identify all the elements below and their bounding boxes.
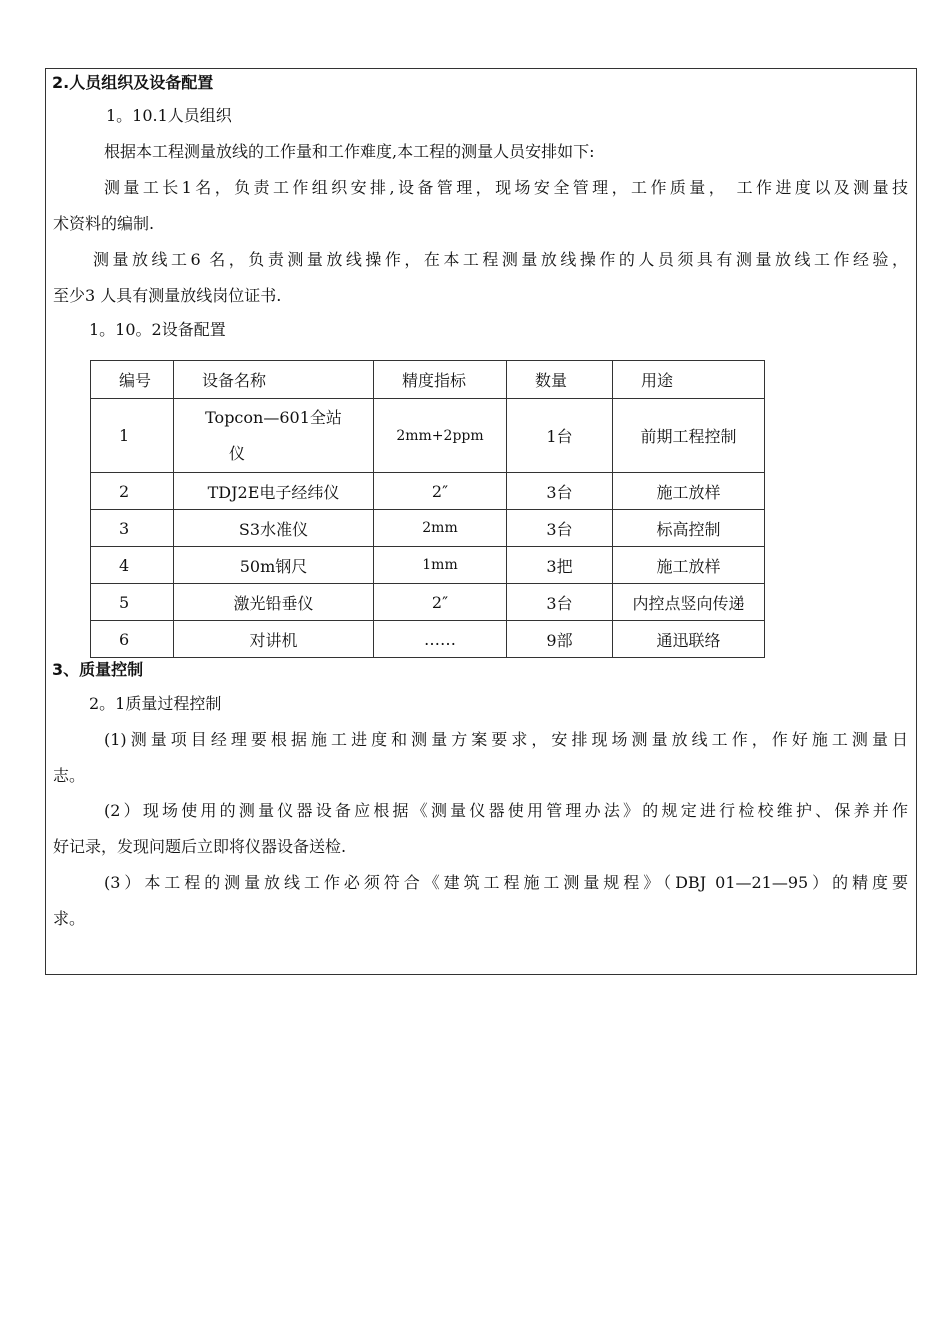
table-row bbox=[91, 547, 765, 584]
cell-precision: 2″ bbox=[374, 584, 507, 621]
cell-use: 标高控制 bbox=[613, 510, 765, 547]
cell-precision: 2mm+2ppm bbox=[374, 399, 507, 473]
cell-qty: 3台 bbox=[507, 473, 613, 510]
cell-name-line-2: 仪 bbox=[229, 443, 246, 463]
cell-precision: 2″ bbox=[374, 473, 507, 510]
cell-qty: 3把 bbox=[507, 547, 613, 584]
subsection-1-10-2-title: 1。10。2设备配置 bbox=[89, 320, 226, 339]
header-use: 用途 bbox=[613, 361, 765, 399]
cell-name: 激光铅垂仪 bbox=[174, 584, 374, 621]
table-row bbox=[91, 399, 765, 473]
paragraph-quality-1-line-2: 志。 bbox=[53, 766, 86, 785]
cell-no: 5 bbox=[91, 584, 174, 621]
cell-use: 前期工程控制 bbox=[613, 399, 765, 473]
cell-no: 6 bbox=[91, 621, 174, 658]
paragraph-quality-3-line-1: (3）本工程的测量放线工作必须符合《建筑工程施工测量规程》（DBJ 01—21—95）的精度要 bbox=[104, 873, 908, 892]
header-precision: 精度指标 bbox=[374, 361, 507, 399]
table-row bbox=[91, 621, 765, 658]
paragraph-quality-2-line-2: 好记录，发现问题后立即将仪器设备送检. bbox=[53, 837, 347, 856]
paragraph-workers-line-1: 测量放线工6 名，负责测量放线操作，在本工程测量放线操作的人员须具有测量放线工作经验， bbox=[93, 250, 908, 269]
cell-name: 50m钢尺 bbox=[174, 547, 374, 584]
section-3-heading: 3、质量控制 bbox=[52, 660, 144, 679]
header-no: 编号 bbox=[91, 361, 174, 399]
subsection-1-10-1-title: 1。10.1人员组织 bbox=[106, 106, 232, 125]
cell-qty: 1台 bbox=[507, 399, 613, 473]
table-row bbox=[91, 473, 765, 510]
paragraph-quality-3-line-2: 求。 bbox=[53, 909, 86, 928]
header-name: 设备名称 bbox=[174, 361, 374, 399]
cell-no: 4 bbox=[91, 547, 174, 584]
cell-qty: 3台 bbox=[507, 510, 613, 547]
cell-name: S3水准仪 bbox=[174, 510, 374, 547]
table-row bbox=[91, 510, 765, 547]
equipment-table bbox=[90, 360, 765, 658]
cell-use: 施工放样 bbox=[613, 473, 765, 510]
cell-name: TDJ2E电子经纬仪 bbox=[174, 473, 374, 510]
cell-name-line-1: Topcon—601全站 bbox=[205, 407, 342, 427]
cell-name bbox=[174, 399, 374, 473]
paragraph-foreman-line-1: 测量工长1名，负责工作组织安排,设备管理，现场安全管理，工作质量， 工作进度以及测量技 bbox=[104, 178, 908, 197]
cell-qty: 3台 bbox=[507, 584, 613, 621]
cell-precision: …… bbox=[374, 621, 507, 658]
paragraph-foreman-line-2: 术资料的编制. bbox=[53, 214, 155, 233]
paragraph-workers-line-2: 至少3 人具有测量放线岗位证书. bbox=[53, 286, 282, 305]
section-2-heading: 2.人员组织及设备配置 bbox=[52, 73, 214, 92]
cell-no: 3 bbox=[91, 510, 174, 547]
cell-name: 对讲机 bbox=[174, 621, 374, 658]
header-qty: 数量 bbox=[507, 361, 613, 399]
cell-precision: 2mm bbox=[374, 510, 507, 547]
paragraph-quality-2-line-1: (2）现场使用的测量仪器设备应根据《测量仪器使用管理办法》的规定进行检校维护、保养并作 bbox=[104, 801, 908, 820]
cell-use: 通迅联络 bbox=[613, 621, 765, 658]
cell-no: 1 bbox=[91, 399, 174, 473]
table-row bbox=[91, 584, 765, 621]
cell-no: 2 bbox=[91, 473, 174, 510]
subsection-2-1-title: 2。1质量过程控制 bbox=[89, 694, 222, 713]
cell-use: 内控点竖向传递 bbox=[613, 584, 765, 621]
paragraph-quality-1-line-1: (1)测量项目经理要根据施工进度和测量方案要求，安排现场测量放线工作，作好施工测量日 bbox=[104, 730, 908, 749]
cell-use: 施工放样 bbox=[613, 547, 765, 584]
cell-qty: 9部 bbox=[507, 621, 613, 658]
paragraph-staffing-intro: 根据本工程测量放线的工作量和工作难度,本工程的测量人员安排如下: bbox=[104, 142, 595, 161]
cell-precision: 1mm bbox=[374, 547, 507, 584]
table-header-row bbox=[91, 361, 765, 399]
